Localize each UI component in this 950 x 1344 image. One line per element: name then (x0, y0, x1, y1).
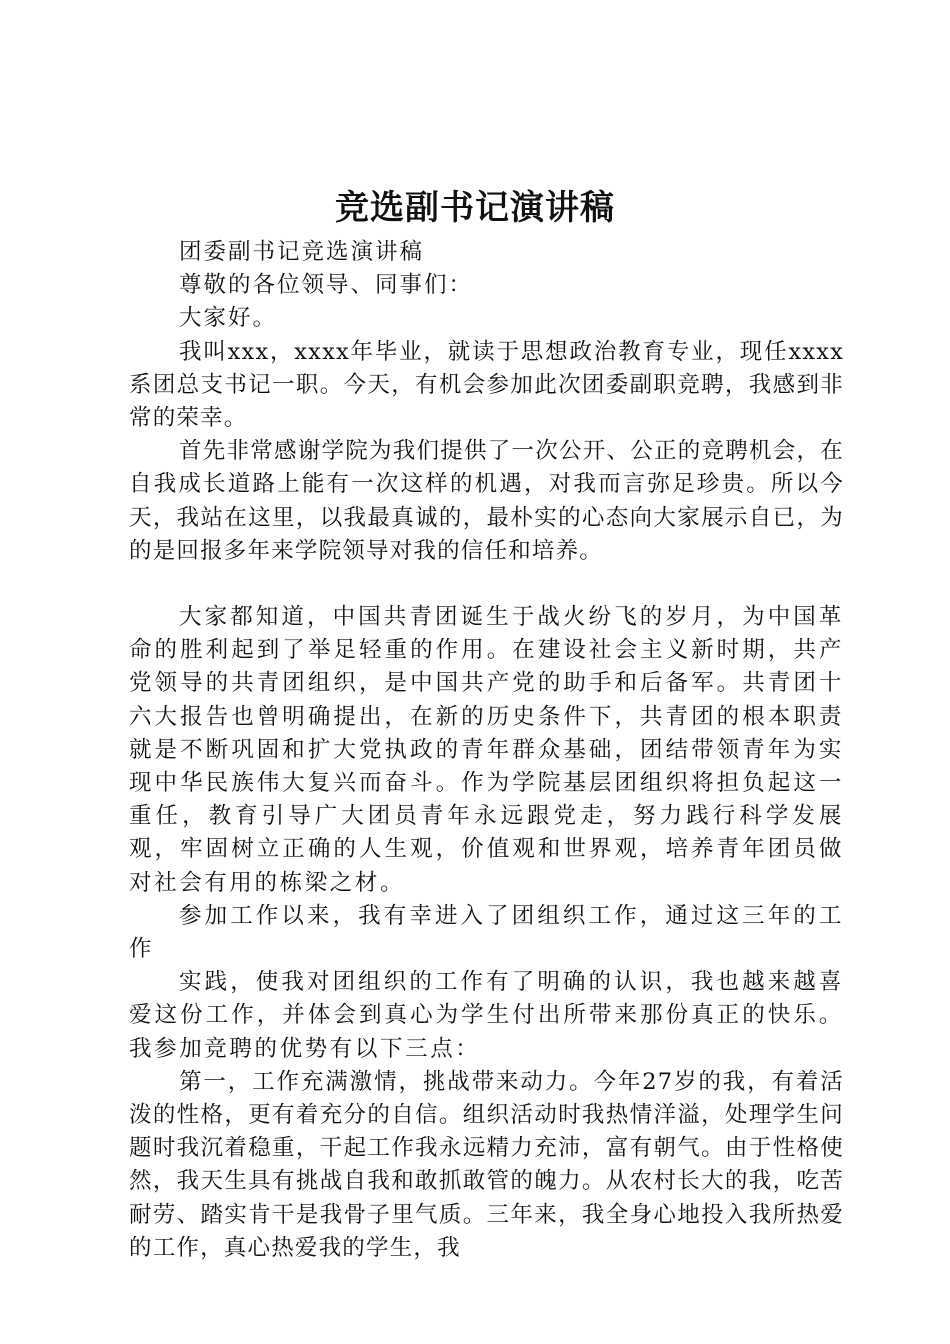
document-body (129, 236, 844, 1265)
paragraph-gap (129, 568, 844, 601)
paragraph-subtitle: 团委副书记竞选演讲稿 (179, 239, 425, 265)
paragraph-gratitude: 首先非常感谢学院为我们提供了一次公开、公正的竞聘机会，在自我成长道路上能有一次这样的机遇，对我而言弥足珍贵。所以今天，我站在这里，以我最真诚的，最朴实的心态向大家展示自已，为的是回报多年来学院领导对我的信任和培养。 (129, 438, 844, 564)
paragraph-advantage-one: 第一，工作充满激情，挑战带来动力。今年27岁的我，有着活泼的性格，更有着充分的自信。组织活动时我热情洋溢，处理学生问题时我沉着稳重，干起工作我永远精力充沛，富有朝气。由于性格使然，我天生具有挑战自我和敢抓敢管的魄力。从农村长大的我，吃苦耐劳、踏实肯干是我骨子里气质。三年来，我全身心地投入我所热爱的工作，真心热爱我的学生，我 (129, 1068, 844, 1261)
paragraph-youth-league: 大家都知道，中国共青团诞生于战火纷飞的岁月，为中国革命的胜利起到了举足轻重的作用。在建设社会主义新时期，共产党领导的共青团组织，是中国共产党的助手和后备军。共青团十六大报告也曾明确提出，在新的历史条件下，共青团的根本职责就是不断巩固和扩大党执政的青年群众基础，团结带领青年为实现中华民族伟大复兴而奋斗。作为学院基层团组织将担负起这一重任，教育引导广大团员青年永远跟党走，努力践行科学发展观，牢固树立正确的人生观，价值观和世界观，培养青年团员做对社会有用的栋梁之材。 (129, 604, 844, 896)
document-title: 竞选副书记演讲稿 (335, 188, 615, 228)
paragraph-work-experience: 参加工作以来，我有幸进入了团组织工作，通过这三年的工作 (129, 902, 844, 963)
paragraph-introduction: 我叫xxx，xxxx年毕业，就读于思想政治教育专业，现任xxxx系团总支书记一职。今天，有机会参加此次团委副职竞聘，我感到非常的荣幸。 (129, 338, 844, 432)
paragraph-practice: 实践，使我对团组织的工作有了明确的认识，我也越来越喜爱这份工作，并体会到真心为学生付出所带来那份真正的快乐。我参加竞聘的优势有以下三点： (129, 969, 844, 1062)
paragraph-greeting: 大家好。 (179, 305, 278, 332)
paragraph-salutation: 尊敬的各位领导、同事们： (179, 272, 474, 299)
